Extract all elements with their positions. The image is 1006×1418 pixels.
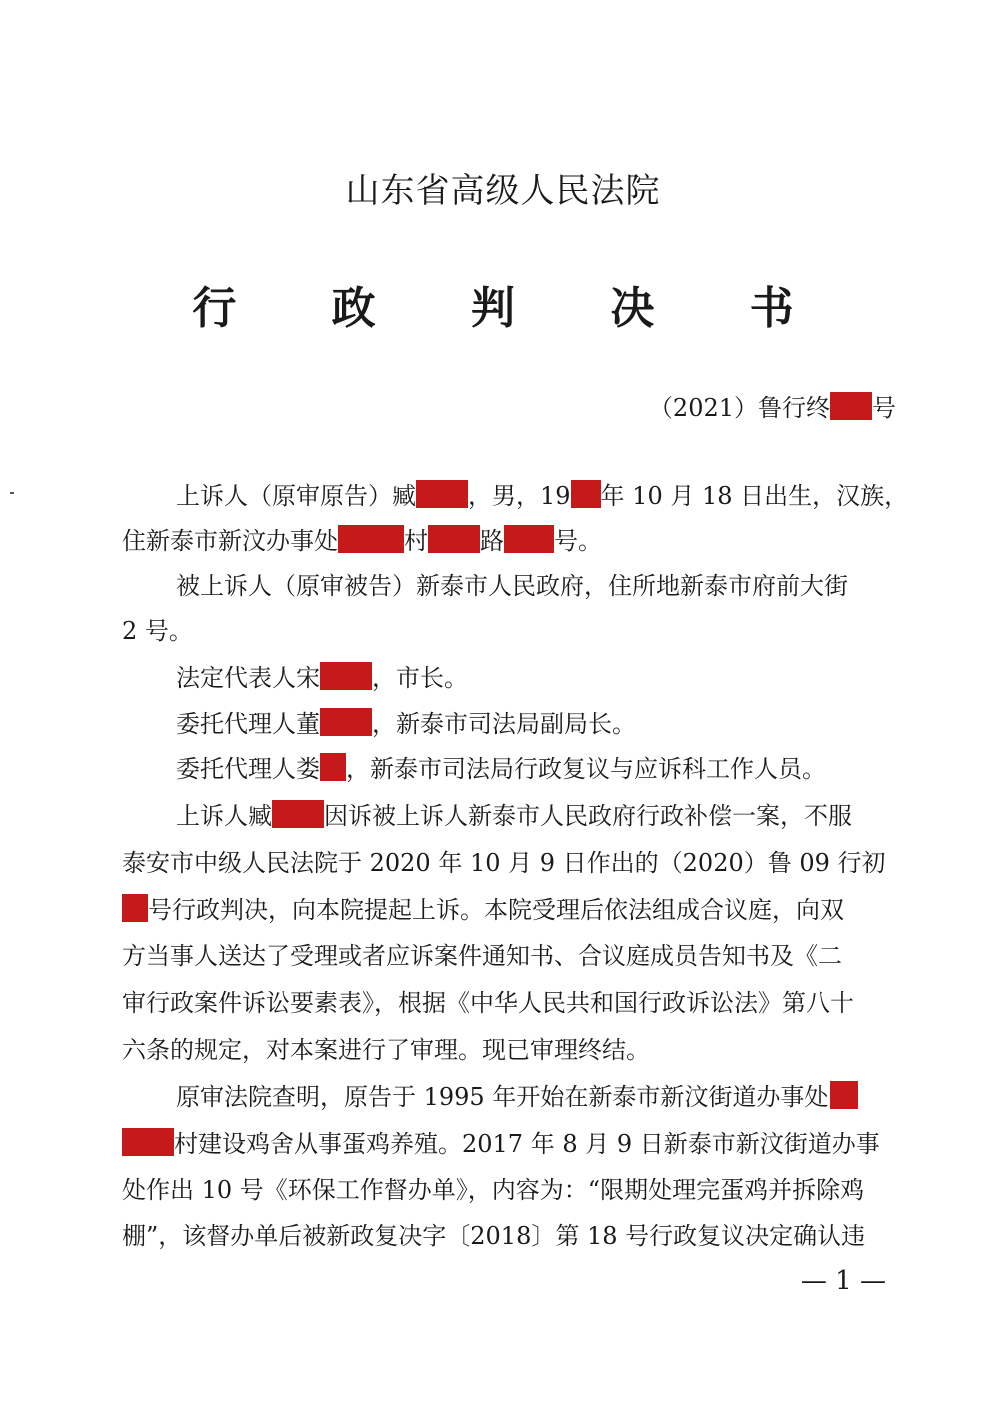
text-span: 委托代理人董 bbox=[176, 710, 320, 738]
redaction-box bbox=[416, 480, 468, 508]
redaction-box bbox=[830, 1081, 858, 1109]
text-line: 2 号。 bbox=[122, 617, 193, 645]
case-number bbox=[649, 388, 896, 423]
text-line bbox=[176, 796, 852, 836]
text-span: 年 10 月 18 日出生，汉族， bbox=[600, 482, 909, 510]
redaction-box bbox=[428, 525, 480, 553]
text-line bbox=[176, 749, 826, 789]
text-line: 棚”，该督办单后被新政复决字〔2018〕第 18 号行政复议决定确认违 bbox=[122, 1222, 866, 1250]
text-span: 因诉被上诉人新泰市人民政府行政补偿一案，不服 bbox=[324, 802, 852, 830]
text-line bbox=[122, 521, 602, 561]
text-span: 法定代表人宋 bbox=[176, 664, 320, 692]
text-line: 被上诉人（原审被告）新泰市人民政府，住所地新泰市府前大街 bbox=[176, 572, 848, 600]
text-line: 审行政案件诉讼要素表》，根据《中华人民共和国行政诉讼法》第八十 bbox=[122, 989, 854, 1017]
text-line: 六条的规定，对本案进行了审理。现已审理终结。 bbox=[122, 1036, 650, 1064]
text-span: 住新泰市新汶办事处 bbox=[122, 527, 338, 555]
text-span: 路 bbox=[480, 527, 504, 555]
redaction-box bbox=[338, 525, 404, 553]
text-span: 上诉人臧 bbox=[176, 802, 272, 830]
text-line bbox=[176, 658, 468, 698]
text-line: 方当事人送达了受理或者应诉案件通知书、合议庭成员告知书及《二 bbox=[122, 942, 842, 970]
text-span: 上诉人（原审原告）臧 bbox=[176, 482, 416, 510]
text-line bbox=[176, 1077, 858, 1117]
court-name: 山东省高级人民法院 bbox=[345, 171, 661, 211]
text-span: 号行政判决，向本院提起上诉。本院受理后依法组成合议庭，向双 bbox=[148, 896, 844, 924]
text-line bbox=[122, 890, 844, 930]
text-line bbox=[176, 476, 908, 516]
text-span: ，新泰市司法局副局长。 bbox=[372, 710, 636, 738]
scan-speck bbox=[10, 492, 14, 494]
case-number-suffix: 号 bbox=[872, 394, 896, 422]
redaction-box bbox=[571, 480, 601, 508]
text-span: 村建设鸡舍从事蛋鸡养殖。2017 年 8 月 9 日新泰市新汶街道办事 bbox=[174, 1130, 880, 1158]
redaction-box bbox=[122, 1128, 174, 1156]
text-span: 委托代理人娄 bbox=[176, 755, 320, 783]
redaction-box bbox=[830, 392, 872, 420]
text-span: ，新泰市司法局行政复议与应诉科工作人员。 bbox=[346, 755, 826, 783]
redaction-box bbox=[504, 525, 554, 553]
text-span: 原审法院查明，原告于 1995 年开始在新泰市新汶街道办事处 bbox=[176, 1083, 829, 1111]
redaction-box bbox=[320, 753, 346, 781]
redaction-box bbox=[272, 800, 324, 828]
redaction-box bbox=[320, 662, 372, 690]
text-line: 泰安市中级人民法院于 2020 年 10 月 9 日作出的（2020）鲁 09 行初 bbox=[122, 849, 886, 877]
redaction-box bbox=[122, 894, 148, 922]
text-span: 村 bbox=[404, 527, 428, 555]
text-span: ，市长。 bbox=[372, 664, 468, 692]
text-line bbox=[122, 1124, 880, 1164]
text-line bbox=[176, 704, 636, 744]
text-span: 号。 bbox=[554, 527, 602, 555]
page-number: — 1 — bbox=[800, 1266, 886, 1296]
redaction-box bbox=[320, 708, 372, 736]
document-title: 行 政 判 决 书 bbox=[192, 283, 834, 334]
case-number-prefix: （2021）鲁行终 bbox=[648, 394, 830, 422]
text-line: 处作出 10 号《环保工作督办单》，内容为：“限期处理完蛋鸡并拆除鸡 bbox=[122, 1176, 865, 1204]
text-span: ，男，19 bbox=[468, 482, 571, 510]
